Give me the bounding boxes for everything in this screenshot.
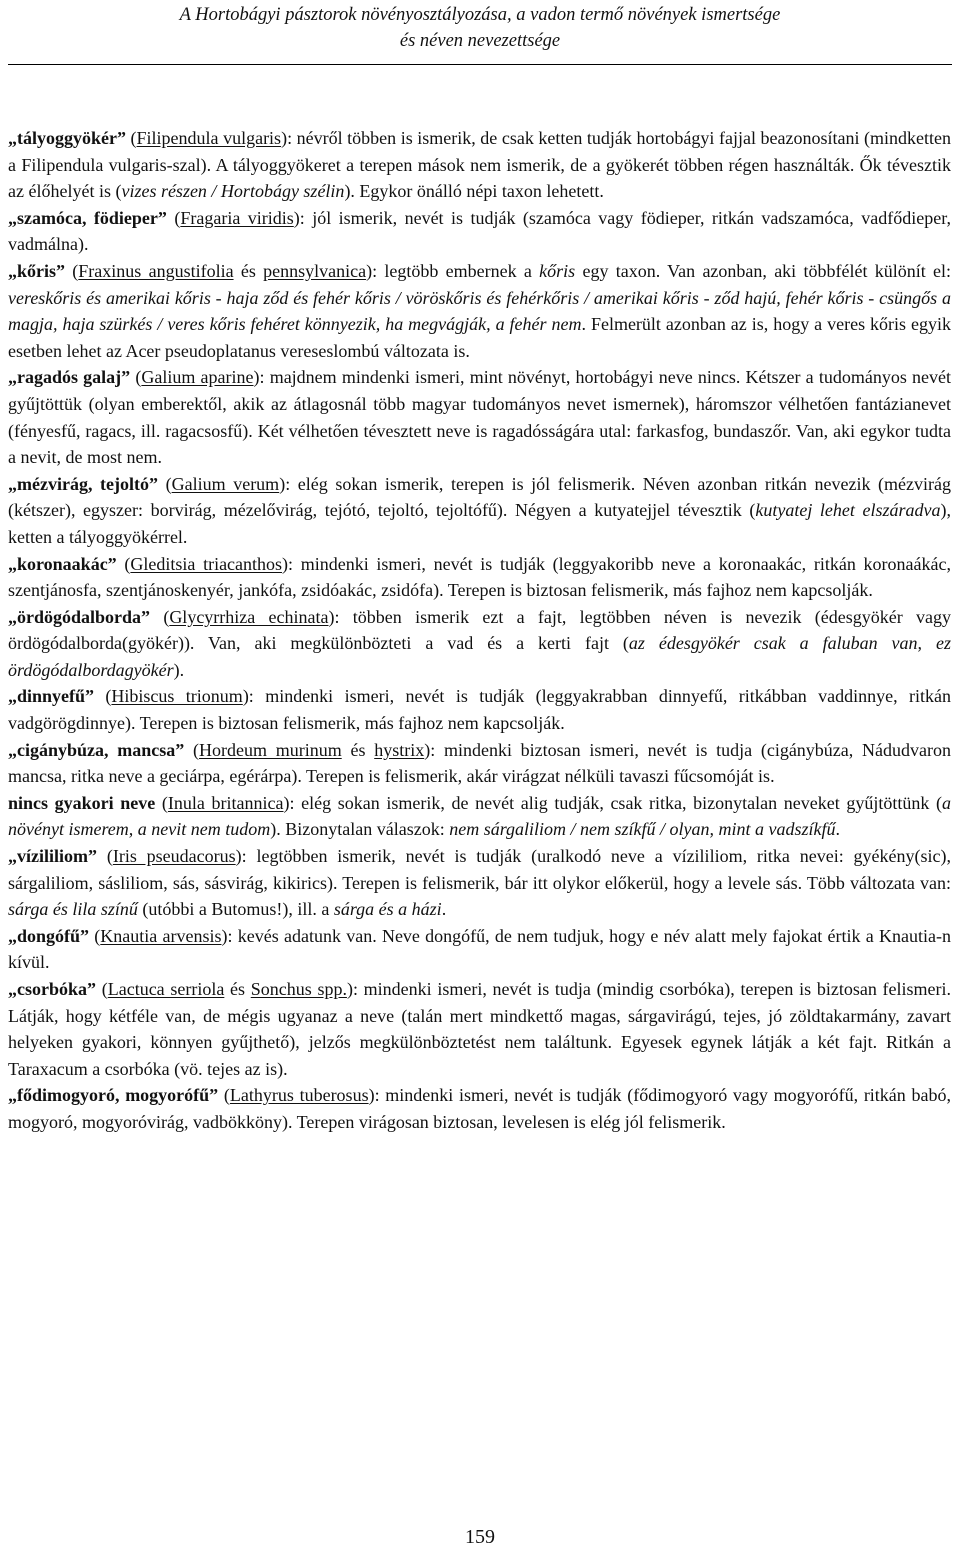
entry-csorboka: „csorbóka” (Lactuca serriola és Sonchus spp.): mindenki ismeri, nevét is tudja (mindig csorbóka), terepen is biztosan felismeri. Látják, hogy kétféle van, de mégis ugyanaz a neve (talán mert mindkettő magas, sárgavirágú, tejes, jó zöldtakarmány, zavart helyeken gyakori, könnyen gyűjthető), jelzős megkülönböztetést nem találtunk. Egyesek egynek látják a két fajt. Ritkán a Taraxacum a csorbóka (vö. tejes az is). [8, 979, 951, 1079]
page-number: 159 [465, 1526, 495, 1548]
running-header-line-1: A Hortobágyi pásztorok növényosztályozása, a vadon termő növények ismertsége [179, 5, 781, 25]
entry-vizililiom: „vízililiom” (Iris pseudacorus): legtöbben ismerik, nevét is tudják (uralkodó neve a vízililiom, ritka nevei: gyékény(sic), sárgaliliom, sásliliom, sás, sásvirág, kikirics). Terepen is felismerik, bár itt olykor előkerül, hogy a levele sás. Több változata van: sárga és lila színű (utóbbi a Butomus!), ill. a sárga és a házi. [8, 846, 952, 920]
entry-talyoggyoker: „tályoggyökér” (Filipendula vulgaris): névről többen is ismerik, de csak ketten tudják hortobágyi fajjal beazonosítani (mindketten a Filipendula vulgaris-szal). A tályoggyökeret a terepen mások nem ismerik, de a gyökerét többen régen használták. Ők tévesztik az élőhelyét is (vizes részen / Hortobágy szélin). Egykor önálló népi taxon lehetett. [8, 128, 951, 202]
entry-dongofu: „dongófű” (Knautia arvensis): kevés adatunk van. Neve dongófű, de nem tudjuk, hogy e név alatt mely fajokat értik a Knautia-n kívül. [8, 925, 951, 973]
body-text [8, 125, 951, 1136]
entry-koris: „kőris” (Fraxinus angustifolia és pennsylvanica): legtöbb embernek a kőris egy taxon. Van azonban, aki többfélét különít el: vereskőris és amerikai kőris - haja ződ és fehér kőris / vöröskőris és fehérkőris / amerikai kőris - ződ hajú, fehér kőris - csüngős a magja, haja szürkés / veres kőris fehéret könnyezik, ha megvágják, a fehér nem. Felmerült azonban az is, hogy a veres kőris egyik esetben lehet az Acer pseudoplatanus vereseslombú változata is. [8, 260, 951, 361]
entry-koronaakac: „koronaakác” (Gleditsia triacanthos): mindenki ismeri, nevét is tudják (leggyakoribb neve a koronaakác, ritkán koronaákác, szentjánosfa, szentjánoskenyér, jankófa, zsidóakác, zsidófa). Terepen is biztosan felismerik, más fajhoz nem kapcsolják. [8, 553, 951, 601]
running-header-line-2: és néven nevezettsége [399, 31, 561, 51]
header-rule [8, 64, 952, 65]
running-header [0, 2, 960, 54]
entry-fodimogyoro: „fődimogyoró, mogyorófű” (Lathyrus tuberosus): mindenki ismeri, nevét is tudják (fődimogyoró vagy mogyorófű, ritkán babó, mogyoró, mogyoróvirág, vadbökköny). Terepen virágosan biztosan, levelesen is elég jól felismerik. [8, 1085, 951, 1132]
entry-ragados-galaj: „ragadós galaj” (Galium aparine): majdnem mindenki ismeri, mint növényt, hortobágyi neve nincs. Kétszer a tudományos nevét gyűjtöttük (olyan emberektől, akik az átlagosnál több magyar tudományos nevet ismernek), háromszor vélhetően fantázianevet (fényesfű, ragacs, ill. ragacsosfű). Két vélhetően tévesztett neve is ragadósságára utal: farkasfog, bundaszőr. Van, aki egykor tudta a nevit, de most nem. [8, 367, 952, 468]
entry-inula: nincs gyakori neve (Inula britannica): elég sokan ismerik, de nevét alig tudják, csak ritka, bizonytalan neveket gyűjtöttünk (a növényt ismerem, a nevit nem tudom). Bizonytalan válaszok: nem sárgaliliom / nem szíkfű / olyan, mint a vadszíkfű. [8, 792, 952, 840]
entry-dinnyefu: „dinnyefű” (Hibiscus trionum): mindenki ismeri, nevét is tudják (leggyakrabban dinnyefű, ritkábban vaddinnye, ritkán vadgörögdinnye). Terepen is biztosan felismerik, más fajhoz nem kapcsolják. [8, 686, 952, 734]
entry-ciganybuza: „cigánybúza, mancsa” (Hordeum murinum és hystrix): mindenki biztosan ismeri, nevét is tudja (cigánybúza, Nádudvaron mancsa, ritka neve a geciárpa, egérárpa). Terepen is felismerik, akár virágzat nélküli tavaszi fűcsomóját is. [8, 739, 951, 787]
entry-szamoca: „szamóca, födieper” (Fragaria viridis): jól ismerik, nevét is tudják (szamóca vagy födieper, ritkán vadszamóca, vadfődieper, vadmálna). [8, 207, 951, 255]
entry-mezvirag: „mézvirág, tejoltó” (Galium verum): elég sokan ismerik, terepen is jól felismerik. Néven azonban ritkán nevezik (mézvirág (kétszer), egyszer: borvirág, mézelővirág, tejótó, tejoltó, tejoltófű). Négyen a kutyatejjel tévesztik (kutyatej lehet elszáradva), ketten a tályoggyökérrel. [8, 473, 952, 547]
entry-ordogodalborda: „ördögódalborda” (Glycyrrhiza echinata): többen ismerik ezt a fajt, legtöbben néven is nevezik (édesgyökér vagy ördögódalborda(gyökér)). Van, aki megkülönbözteti a vad és a kerti fajt (az édesgyökér csak a faluban van, ez ördögódalbordagyökér). [8, 606, 951, 680]
